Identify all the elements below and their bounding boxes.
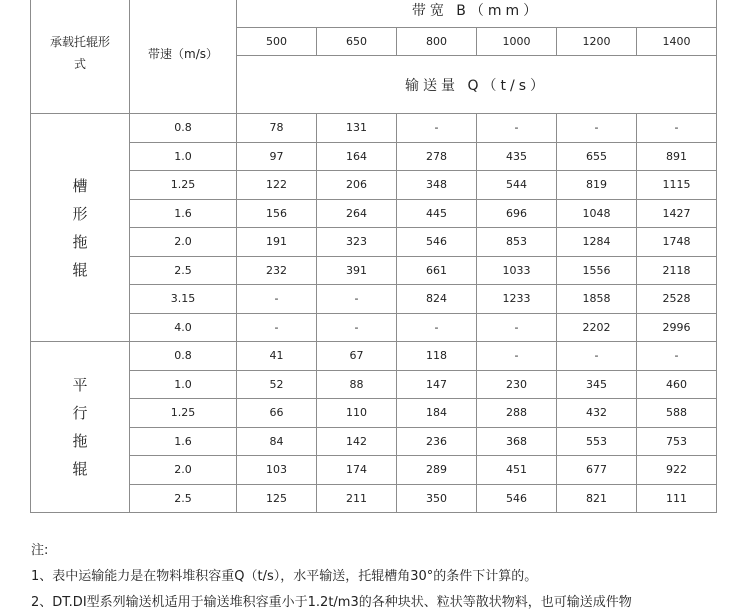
- capacity-cell: 2202: [557, 313, 637, 342]
- capacity-cell: 661: [397, 256, 477, 285]
- speed-cell: 0.8: [130, 114, 237, 143]
- table-row: [31, 427, 717, 456]
- capacity-cell: -: [557, 114, 637, 143]
- capacity-cell: 118: [397, 342, 477, 371]
- capacity-cell: 110: [317, 399, 397, 428]
- capacity-cell: 88: [317, 370, 397, 399]
- table-row: [31, 342, 717, 371]
- capacity-cell: 289: [397, 456, 477, 485]
- capacity-cell: 131: [317, 114, 397, 143]
- capacity-cell: -: [317, 285, 397, 314]
- capacity-cell: 891: [637, 142, 717, 171]
- speed-cell: 2.0: [130, 456, 237, 485]
- speed-cell: 1.25: [130, 171, 237, 200]
- capacity-cell: 1048: [557, 199, 637, 228]
- capacity-cell: 66: [237, 399, 317, 428]
- capacity-cell: 67: [317, 342, 397, 371]
- belt-width-cell: 800: [397, 28, 477, 56]
- capacity-cell: 546: [397, 228, 477, 257]
- header-capacity-label: 输送量 Q（t/s）: [405, 77, 548, 94]
- speed-cell: 1.6: [130, 427, 237, 456]
- capacity-cell: -: [237, 285, 317, 314]
- capacity-cell: 553: [557, 427, 637, 456]
- capacity-cell: 52: [237, 370, 317, 399]
- header-belt-width: [237, 0, 717, 28]
- speed-cell: 2.0: [130, 228, 237, 257]
- capacity-cell: 78: [237, 114, 317, 143]
- capacity-cell: 164: [317, 142, 397, 171]
- capacity-cell: 824: [397, 285, 477, 314]
- table-row: [31, 171, 717, 200]
- header-idler-type-label: 承载托辊形式: [49, 35, 110, 71]
- note-item: 1、表中运输能力是在物料堆积容重Q（t/s），水平输送，托辊槽角30°的条件下计算的。: [31, 569, 538, 584]
- notes-title: 注:: [31, 543, 49, 558]
- table-row: [31, 399, 717, 428]
- capacity-cell: 156: [237, 199, 317, 228]
- capacity-cell: 853: [477, 228, 557, 257]
- capacity-cell: 451: [477, 456, 557, 485]
- capacity-cell: 288: [477, 399, 557, 428]
- capacity-cell: 111: [637, 484, 717, 513]
- capacity-cell: 2996: [637, 313, 717, 342]
- capacity-cell: -: [477, 114, 557, 143]
- capacity-cell: 122: [237, 171, 317, 200]
- table-row: [31, 285, 717, 314]
- idler-group-cell: [31, 114, 130, 342]
- table-row: [31, 370, 717, 399]
- capacity-cell: 211: [317, 484, 397, 513]
- capacity-cell: 819: [557, 171, 637, 200]
- capacity-cell: 677: [557, 456, 637, 485]
- capacity-cell: 1427: [637, 199, 717, 228]
- speed-cell: 4.0: [130, 313, 237, 342]
- speed-cell: 1.25: [130, 399, 237, 428]
- capacity-cell: -: [477, 313, 557, 342]
- capacity-cell: 184: [397, 399, 477, 428]
- capacity-cell: -: [397, 313, 477, 342]
- capacity-cell: 84: [237, 427, 317, 456]
- capacity-cell: 103: [237, 456, 317, 485]
- capacity-cell: -: [237, 313, 317, 342]
- capacity-cell: 1033: [477, 256, 557, 285]
- capacity-cell: -: [637, 114, 717, 143]
- table-row: [31, 228, 717, 257]
- capacity-cell: 350: [397, 484, 477, 513]
- capacity-cell: 206: [317, 171, 397, 200]
- belt-width-cell: 1000: [477, 28, 557, 56]
- table-row: [31, 142, 717, 171]
- belt-width-cell: 650: [317, 28, 397, 56]
- capacity-cell: 588: [637, 399, 717, 428]
- capacity-cell: 348: [397, 171, 477, 200]
- capacity-table-container: [30, 0, 716, 519]
- speed-cell: 1.0: [130, 142, 237, 171]
- capacity-cell: 696: [477, 199, 557, 228]
- capacity-cell: 125: [237, 484, 317, 513]
- capacity-cell: 445: [397, 199, 477, 228]
- speed-cell: 2.5: [130, 484, 237, 513]
- capacity-cell: 264: [317, 199, 397, 228]
- capacity-cell: 391: [317, 256, 397, 285]
- notes-section: [31, 538, 746, 616]
- capacity-cell: -: [637, 342, 717, 371]
- belt-width-cell: 500: [237, 28, 317, 56]
- belt-width-cell: 1400: [637, 28, 717, 56]
- capacity-cell: 230: [477, 370, 557, 399]
- capacity-cell: 232: [237, 256, 317, 285]
- capacity-cell: 460: [637, 370, 717, 399]
- capacity-cell: 2528: [637, 285, 717, 314]
- capacity-cell: 432: [557, 399, 637, 428]
- capacity-cell: 922: [637, 456, 717, 485]
- table-row: [31, 256, 717, 285]
- capacity-cell: 236: [397, 427, 477, 456]
- capacity-cell: 435: [477, 142, 557, 171]
- capacity-cell: -: [397, 114, 477, 143]
- table-row: [31, 313, 717, 342]
- header-capacity: [237, 56, 717, 114]
- capacity-cell: 1858: [557, 285, 637, 314]
- capacity-cell: 278: [397, 142, 477, 171]
- capacity-cell: 1556: [557, 256, 637, 285]
- capacity-cell: 323: [317, 228, 397, 257]
- speed-cell: 3.15: [130, 285, 237, 314]
- capacity-cell: 1284: [557, 228, 637, 257]
- header-speed-label: 带速（m/s）: [148, 46, 218, 61]
- capacity-cell: -: [317, 313, 397, 342]
- table-row: [31, 114, 717, 143]
- capacity-cell: 544: [477, 171, 557, 200]
- speed-cell: 1.6: [130, 199, 237, 228]
- header-belt-width-label: 带宽 B（mm）: [411, 3, 542, 19]
- idler-group-label: 平行拖辊: [72, 376, 88, 478]
- capacity-cell: 368: [477, 427, 557, 456]
- capacity-cell: 97: [237, 142, 317, 171]
- speed-cell: 1.0: [130, 370, 237, 399]
- idler-group-cell: [31, 342, 130, 513]
- capacity-cell: 147: [397, 370, 477, 399]
- belt-width-cell: 1200: [557, 28, 637, 56]
- capacity-table: [30, 0, 717, 513]
- speed-cell: 2.5: [130, 256, 237, 285]
- capacity-cell: -: [477, 342, 557, 371]
- capacity-cell: 546: [477, 484, 557, 513]
- capacity-cell: 142: [317, 427, 397, 456]
- capacity-cell: 174: [317, 456, 397, 485]
- note-item: 2、DT.DI型系列输送机适用于输送堆积容重小于1.2t/m3的各种块状、粒状等散状物料，也可输送成件物: [31, 595, 632, 610]
- capacity-cell: 191: [237, 228, 317, 257]
- speed-cell: 0.8: [130, 342, 237, 371]
- capacity-cell: -: [557, 342, 637, 371]
- capacity-cell: 1233: [477, 285, 557, 314]
- capacity-cell: 1115: [637, 171, 717, 200]
- capacity-cell: 345: [557, 370, 637, 399]
- header-idler-type: [31, 0, 130, 114]
- table-row: [31, 484, 717, 513]
- capacity-cell: 655: [557, 142, 637, 171]
- capacity-cell: 821: [557, 484, 637, 513]
- header-speed: [130, 0, 237, 114]
- table-row: [31, 199, 717, 228]
- capacity-cell: 2118: [637, 256, 717, 285]
- idler-group-label: 槽形拖辊: [72, 176, 88, 279]
- capacity-cell: 753: [637, 427, 717, 456]
- capacity-cell: 1748: [637, 228, 717, 257]
- table-row: [31, 456, 717, 485]
- capacity-cell: 41: [237, 342, 317, 371]
